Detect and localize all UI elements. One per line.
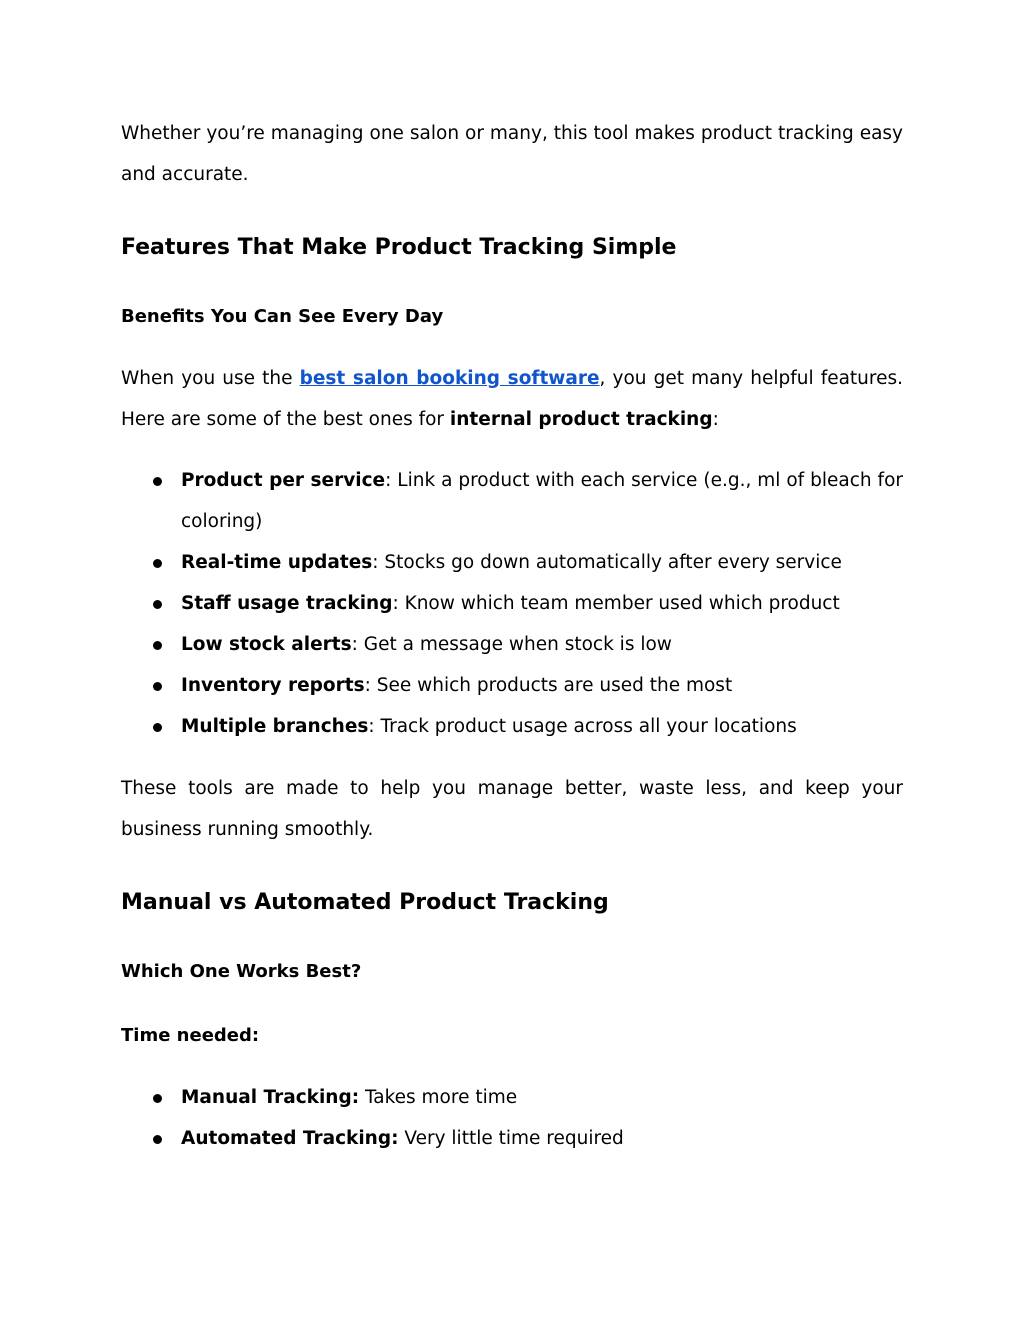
tracking-text: Takes more time xyxy=(359,1087,518,1108)
feature-text: : Link a product with each service (e.g., ml of bleach for coloring) xyxy=(181,470,903,532)
subheading-time-needed: Time needed: xyxy=(121,1025,260,1046)
list-item xyxy=(121,583,903,624)
feature-label: Inventory reports xyxy=(181,675,365,696)
feature-text: : Track product usage across all your locations xyxy=(368,716,797,737)
feature-label: Multiple branches xyxy=(181,716,369,737)
intro-paragraph: Whether you’re managing one salon or many, this tool makes product tracking easy and accurate. xyxy=(121,123,903,185)
feature-text: : Know which team member used which product xyxy=(392,593,840,614)
list-item xyxy=(121,665,903,706)
bullet-icon xyxy=(153,1094,162,1103)
bullet-icon xyxy=(153,682,162,691)
bullet-icon xyxy=(153,477,162,486)
best-salon-booking-software-link[interactable]: best salon booking software xyxy=(299,368,600,389)
features-intro-prefix: When you use the xyxy=(121,368,300,389)
subheading-benefits: Benefits You Can See Every Day xyxy=(121,306,444,327)
bullet-icon xyxy=(153,723,162,732)
feature-text: : Get a message when stock is low xyxy=(351,634,672,655)
tracking-text: Very little time required xyxy=(398,1128,624,1149)
bullet-icon xyxy=(153,1135,162,1144)
list-item xyxy=(121,1118,903,1159)
feature-text: : See which products are used the most xyxy=(364,675,733,696)
features-intro-suffix: : xyxy=(712,409,719,430)
list-item xyxy=(121,1077,903,1118)
feature-label: Staff usage tracking xyxy=(181,593,393,614)
features-intro-mid: , you get many helpful features. Here are some of the best ones for xyxy=(121,368,903,430)
features-intro-paragraph xyxy=(121,358,903,440)
subheading-which-works-best: Which One Works Best? xyxy=(121,961,362,982)
features-intro-bold: internal product tracking xyxy=(449,409,713,430)
list-item xyxy=(121,460,903,542)
bullet-icon xyxy=(153,600,162,609)
closing-paragraph: These tools are made to help you manage better, waste less, and keep your business running smoothly. xyxy=(121,778,903,840)
feature-text: : Stocks go down automatically after every service xyxy=(372,552,842,573)
list-item xyxy=(121,706,903,747)
tracking-label: Automated Tracking: xyxy=(181,1128,399,1149)
features-list xyxy=(121,460,903,747)
feature-label: Real-time updates xyxy=(181,552,373,573)
section-heading-manual-vs-automated: Manual vs Automated Product Tracking xyxy=(121,890,609,915)
feature-label: Low stock alerts xyxy=(181,634,352,655)
section-heading-features: Features That Make Product Tracking Simple xyxy=(121,235,677,260)
bullet-icon xyxy=(153,641,162,650)
list-item xyxy=(121,624,903,665)
feature-label: Product per service xyxy=(181,470,386,491)
list-item xyxy=(121,542,903,583)
tracking-label: Manual Tracking: xyxy=(181,1087,360,1108)
time-needed-list xyxy=(121,1077,903,1159)
bullet-icon xyxy=(153,559,162,568)
